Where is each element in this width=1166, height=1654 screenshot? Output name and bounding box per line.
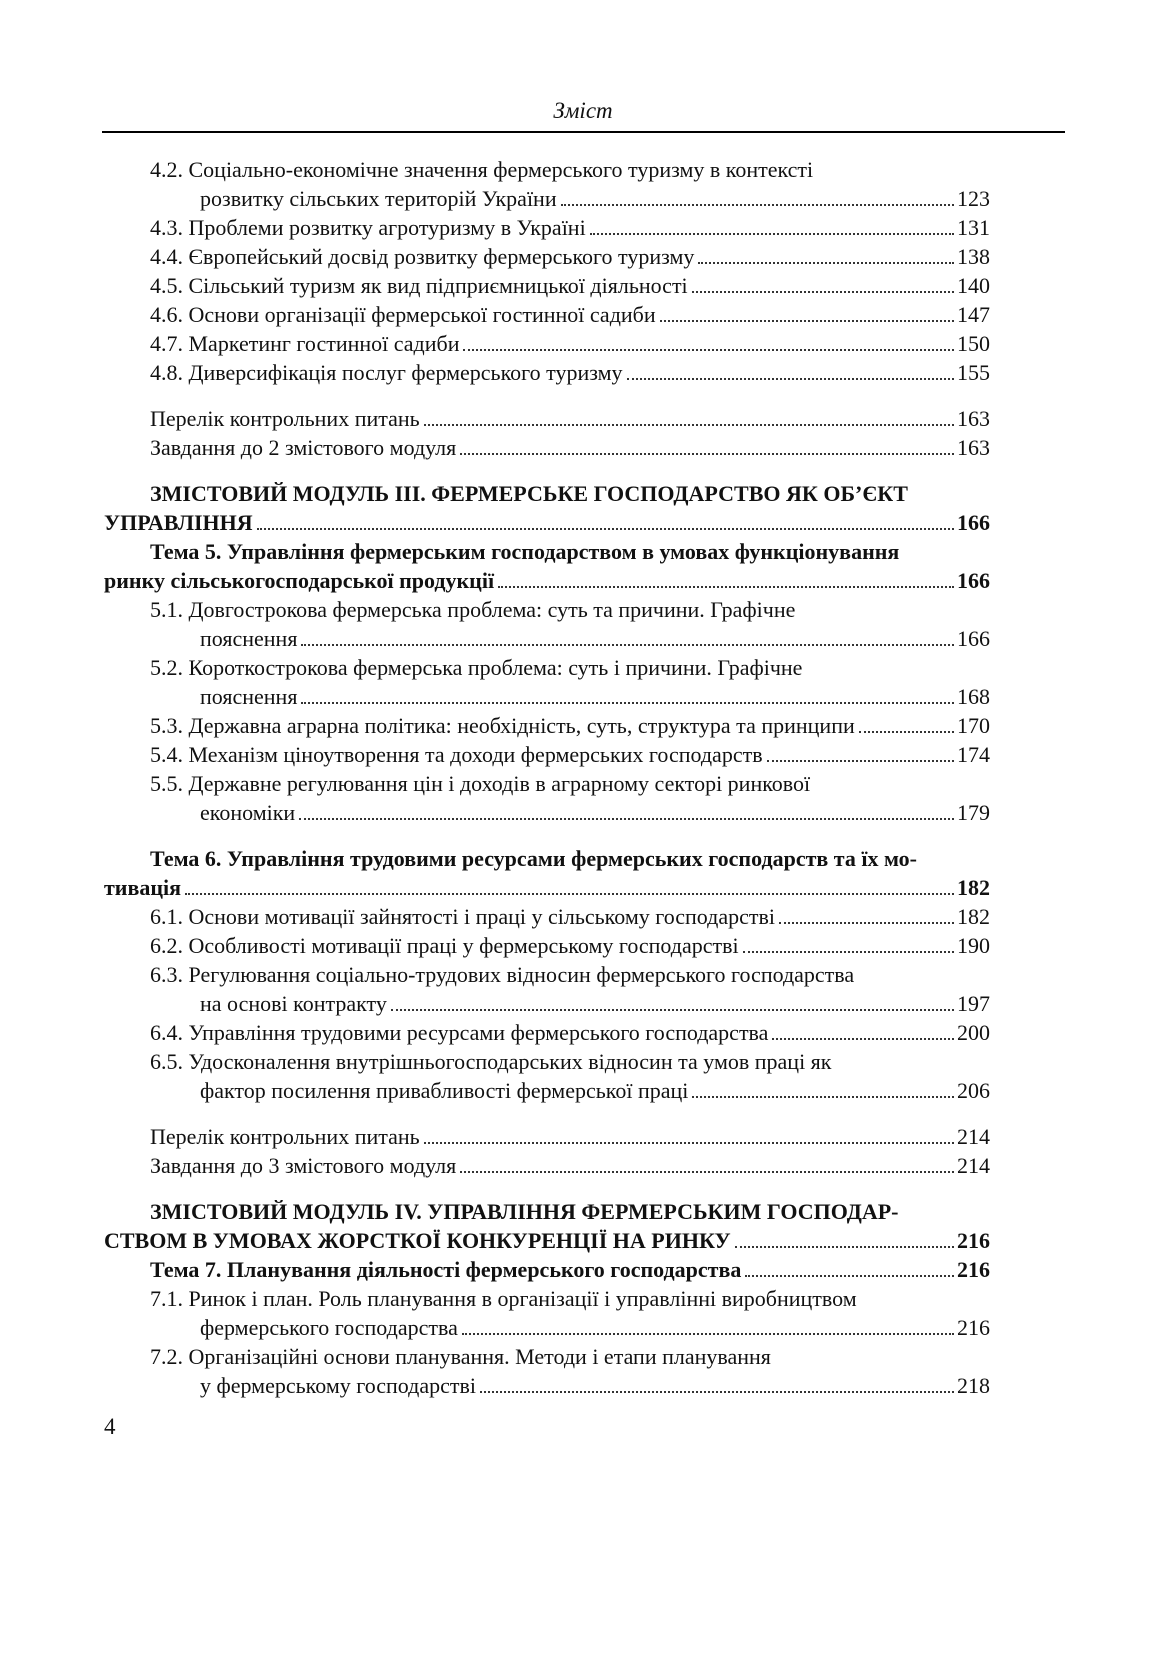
toc-page-number: 163: [957, 435, 990, 460]
toc-entry-text: 4.3. Проблеми розвитку агротуризму в Україні: [150, 215, 586, 240]
page-header: [102, 0, 1065, 133]
toc-page-number: 214: [957, 1124, 990, 1149]
toc-line: [150, 1342, 990, 1371]
toc-line: [104, 1226, 990, 1255]
toc-line: [150, 1284, 990, 1313]
toc-page-number: 216: [957, 1315, 990, 1340]
dot-leader: [463, 349, 954, 351]
toc-line: [150, 1047, 990, 1076]
dot-leader: [859, 731, 954, 733]
toc-line: [150, 358, 990, 387]
toc-line: [200, 989, 990, 1018]
dot-leader: [627, 378, 954, 380]
toc-line: [150, 155, 990, 184]
toc-entry-text: ринку сільськогосподарської продукції: [104, 568, 495, 593]
dot-leader: [772, 1038, 954, 1040]
dot-leader: [424, 1142, 954, 1144]
dot-leader: [743, 951, 954, 953]
toc-line: [150, 404, 990, 433]
toc-entry: [104, 595, 990, 653]
toc-line: [150, 595, 990, 624]
toc-line: [150, 1255, 990, 1284]
toc-line: [150, 1018, 990, 1047]
toc-entry: [104, 960, 990, 1018]
toc-page-number: 216: [957, 1257, 990, 1282]
toc-page-number: 123: [957, 186, 990, 211]
toc-line: [150, 271, 990, 300]
dot-leader: [185, 893, 954, 895]
toc-page-number: 200: [957, 1020, 990, 1045]
toc-entry-text: 6.3. Регулювання соціально-трудових відносин фермерського господарства: [150, 962, 855, 987]
toc-line: [200, 1371, 990, 1400]
toc-page-number: 166: [957, 626, 990, 651]
toc-page-number: 206: [957, 1078, 990, 1103]
toc-entry-text: 5.5. Державне регулювання цін і доходів в аграрному секторі ринкової: [150, 771, 811, 796]
toc-entry-text: на основі контракту: [200, 991, 387, 1016]
page-title: Зміст: [553, 98, 613, 123]
toc-line: [150, 433, 990, 462]
toc-entry: [104, 902, 990, 931]
toc-line: [150, 740, 990, 769]
toc-entry-text: 6.1. Основи мотивації зайнятості і праці у сільському господарстві: [150, 904, 776, 929]
toc-entry-text: 5.3. Державна аграрна політика: необхідність, суть, структура та принципи: [150, 713, 855, 738]
toc-entry-text: фактор посилення привабливості фермерської праці: [200, 1078, 689, 1103]
toc-entry: [104, 271, 990, 300]
toc-entry: [104, 155, 990, 213]
toc-line: [200, 1313, 990, 1342]
toc-page-number: 216: [957, 1228, 990, 1253]
toc-entry: [104, 769, 990, 827]
toc-entry-text: 4.4. Європейський досвід розвитку фермерського туризму: [150, 244, 695, 269]
dot-leader: [424, 424, 954, 426]
toc-page-number: 147: [957, 302, 990, 327]
toc-entry-text: 4.2. Соціально-економічне значення фермерського туризму в контексті: [150, 157, 814, 182]
toc-entry-text: 5.2. Короткострокова фермерська проблема: суть і причини. Графічне: [150, 655, 803, 680]
toc-page-number: 182: [957, 875, 990, 900]
toc-entry-text: Перелік контрольних питань: [150, 1124, 420, 1149]
toc-page-number: 179: [957, 800, 990, 825]
toc-entry-text: 5.4. Механізм ціноутворення та доходи фермерських господарств: [150, 742, 763, 767]
toc-page-number: 138: [957, 244, 990, 269]
toc-entry: [104, 1122, 990, 1151]
toc-line: [150, 931, 990, 960]
toc-entry: [104, 1047, 990, 1105]
dot-leader: [480, 1391, 954, 1393]
page-number: 4: [104, 1414, 116, 1439]
toc-page-number: 197: [957, 991, 990, 1016]
toc-line: [150, 479, 990, 508]
dot-leader: [498, 586, 954, 588]
toc-entry: [104, 433, 990, 462]
dot-leader: [767, 760, 954, 762]
toc-page-number: 150: [957, 331, 990, 356]
toc-line: [150, 213, 990, 242]
toc-entry: [104, 1284, 990, 1342]
toc-line: [200, 624, 990, 653]
toc-line: [150, 653, 990, 682]
toc-page-number: 214: [957, 1153, 990, 1178]
toc-entry-text: ЗМІСТОВИЙ МОДУЛЬ IV. УПРАВЛІННЯ ФЕРМЕРСЬКИМ ГОСПОДАР-: [150, 1199, 899, 1224]
toc-line: [150, 1197, 990, 1226]
toc-line: [104, 566, 990, 595]
toc-entry-text: Завдання до 3 змістового модуля: [150, 1153, 457, 1178]
toc-page-number: 155: [957, 360, 990, 385]
dot-leader: [735, 1246, 954, 1248]
toc-entry-text: розвитку сільських територій України: [200, 186, 557, 211]
toc-line: [150, 902, 990, 931]
toc-line: [150, 329, 990, 358]
toc-entry-text: у фермерському господарстві: [200, 1373, 477, 1398]
toc-entry: [104, 329, 990, 358]
toc-page-number: 131: [957, 215, 990, 240]
toc-entry: [104, 1342, 990, 1400]
toc-entry-text: Тема 5. Управління фермерським господарством в умовах функціонування: [150, 539, 900, 564]
toc-line: [200, 184, 990, 213]
toc-entry-text: 4.6. Основи організації фермерської гостинної садиби: [150, 302, 656, 327]
toc-page-number: 163: [957, 406, 990, 431]
dot-leader: [692, 291, 954, 293]
dot-leader: [391, 1009, 954, 1011]
toc-entry-text: УПРАВЛІННЯ: [104, 510, 253, 535]
toc-entry-text: тивація: [104, 875, 182, 900]
toc-entry: [104, 479, 990, 537]
toc-entry: [104, 300, 990, 329]
toc-entry-text: Тема 7. Планування діяльності фермерського господарства: [150, 1257, 742, 1282]
dot-leader: [660, 320, 954, 322]
dot-leader: [460, 1171, 954, 1173]
toc-entry: [104, 242, 990, 271]
toc-entry: [104, 931, 990, 960]
toc-line: [104, 873, 990, 902]
toc-entry-text: економіки: [200, 800, 296, 825]
toc-entry-text: Завдання до 2 змістового модуля: [150, 435, 457, 460]
toc-entry-text: фермерського господарства: [200, 1315, 458, 1340]
toc-page-number: 166: [957, 568, 990, 593]
toc-entry: [104, 740, 990, 769]
toc-entry: [104, 404, 990, 433]
toc-entry-text: 6.4. Управління трудовими ресурсами фермерського господарства: [150, 1020, 769, 1045]
toc-entry-text: Тема 6. Управління трудовими ресурсами фермерських господарств та їх мо-: [150, 846, 917, 871]
toc-page-number: 170: [957, 713, 990, 738]
toc-entry: [104, 213, 990, 242]
toc-entry-text: СТВОМ В УМОВАХ ЖОРСТКОЇ КОНКУРЕНЦІЇ НА РИНКУ: [104, 1228, 731, 1253]
toc-entry-text: пояснення: [200, 684, 298, 709]
toc-line: [200, 1076, 990, 1105]
dot-leader: [745, 1275, 954, 1277]
toc-page-number: 218: [957, 1373, 990, 1398]
toc-page-number: 182: [957, 904, 990, 929]
toc-entry-text: пояснення: [200, 626, 298, 651]
toc-entry-text: 7.1. Ринок і план. Роль планування в організації і управлінні виробництвом: [150, 1286, 857, 1311]
toc-entry-text: 4.7. Маркетинг гостинної садиби: [150, 331, 460, 356]
dot-leader: [561, 204, 954, 206]
toc-page-number: 174: [957, 742, 990, 767]
toc-entry: [104, 711, 990, 740]
toc-line: [150, 711, 990, 740]
toc-entry-text: 6.2. Особливості мотивації праці у фермерському господарстві: [150, 933, 739, 958]
toc-entry-text: 6.5. Удосконалення внутрішньогосподарських відносин та умов праці як: [150, 1049, 832, 1074]
toc-entry: [104, 844, 990, 902]
dot-leader: [257, 528, 954, 530]
toc-line: [200, 682, 990, 711]
toc-line: [150, 242, 990, 271]
toc-entry: [104, 1151, 990, 1180]
toc-entry: [104, 653, 990, 711]
dot-leader: [692, 1096, 954, 1098]
toc-page-number: 168: [957, 684, 990, 709]
toc-entry-text: 4.8. Диверсифікація послуг фермерського туризму: [150, 360, 623, 385]
toc-entry-text: 7.2. Організаційні основи планування. Методи і етапи планування: [150, 1344, 771, 1369]
toc-entry: [104, 537, 990, 595]
toc-line: [150, 300, 990, 329]
toc-entry: [104, 1018, 990, 1047]
toc-entry: [104, 1197, 990, 1255]
toc-line: [150, 537, 990, 566]
dot-leader: [698, 262, 954, 264]
toc-entry: [104, 358, 990, 387]
toc-entry-text: 4.5. Сільський туризм як вид підприємницької діяльності: [150, 273, 688, 298]
toc-line: [150, 769, 990, 798]
toc-page-number: 190: [957, 933, 990, 958]
toc-line: [150, 844, 990, 873]
toc-entry: [104, 1255, 990, 1284]
toc-page-number: 140: [957, 273, 990, 298]
toc-line: [150, 1122, 990, 1151]
toc-line: [150, 960, 990, 989]
toc-line: [200, 798, 990, 827]
dot-leader: [462, 1333, 954, 1335]
toc-entry-text: Перелік контрольних питань: [150, 406, 420, 431]
toc-page-number: 166: [957, 510, 990, 535]
dot-leader: [299, 818, 954, 820]
toc-entry-text: 5.1. Довгострокова фермерська проблема: суть та причини. Графічне: [150, 597, 796, 622]
toc-line: [150, 1151, 990, 1180]
toc-list: [104, 133, 990, 1400]
dot-leader: [301, 702, 954, 704]
dot-leader: [590, 233, 954, 235]
dot-leader: [779, 922, 954, 924]
dot-leader: [460, 453, 954, 455]
toc-entry-text: ЗМІСТОВИЙ МОДУЛЬ ІІІ. ФЕРМЕРСЬКЕ ГОСПОДАРСТВО ЯК ОБ’ЄКТ: [150, 481, 908, 506]
dot-leader: [301, 644, 954, 646]
toc-line: [104, 508, 990, 537]
